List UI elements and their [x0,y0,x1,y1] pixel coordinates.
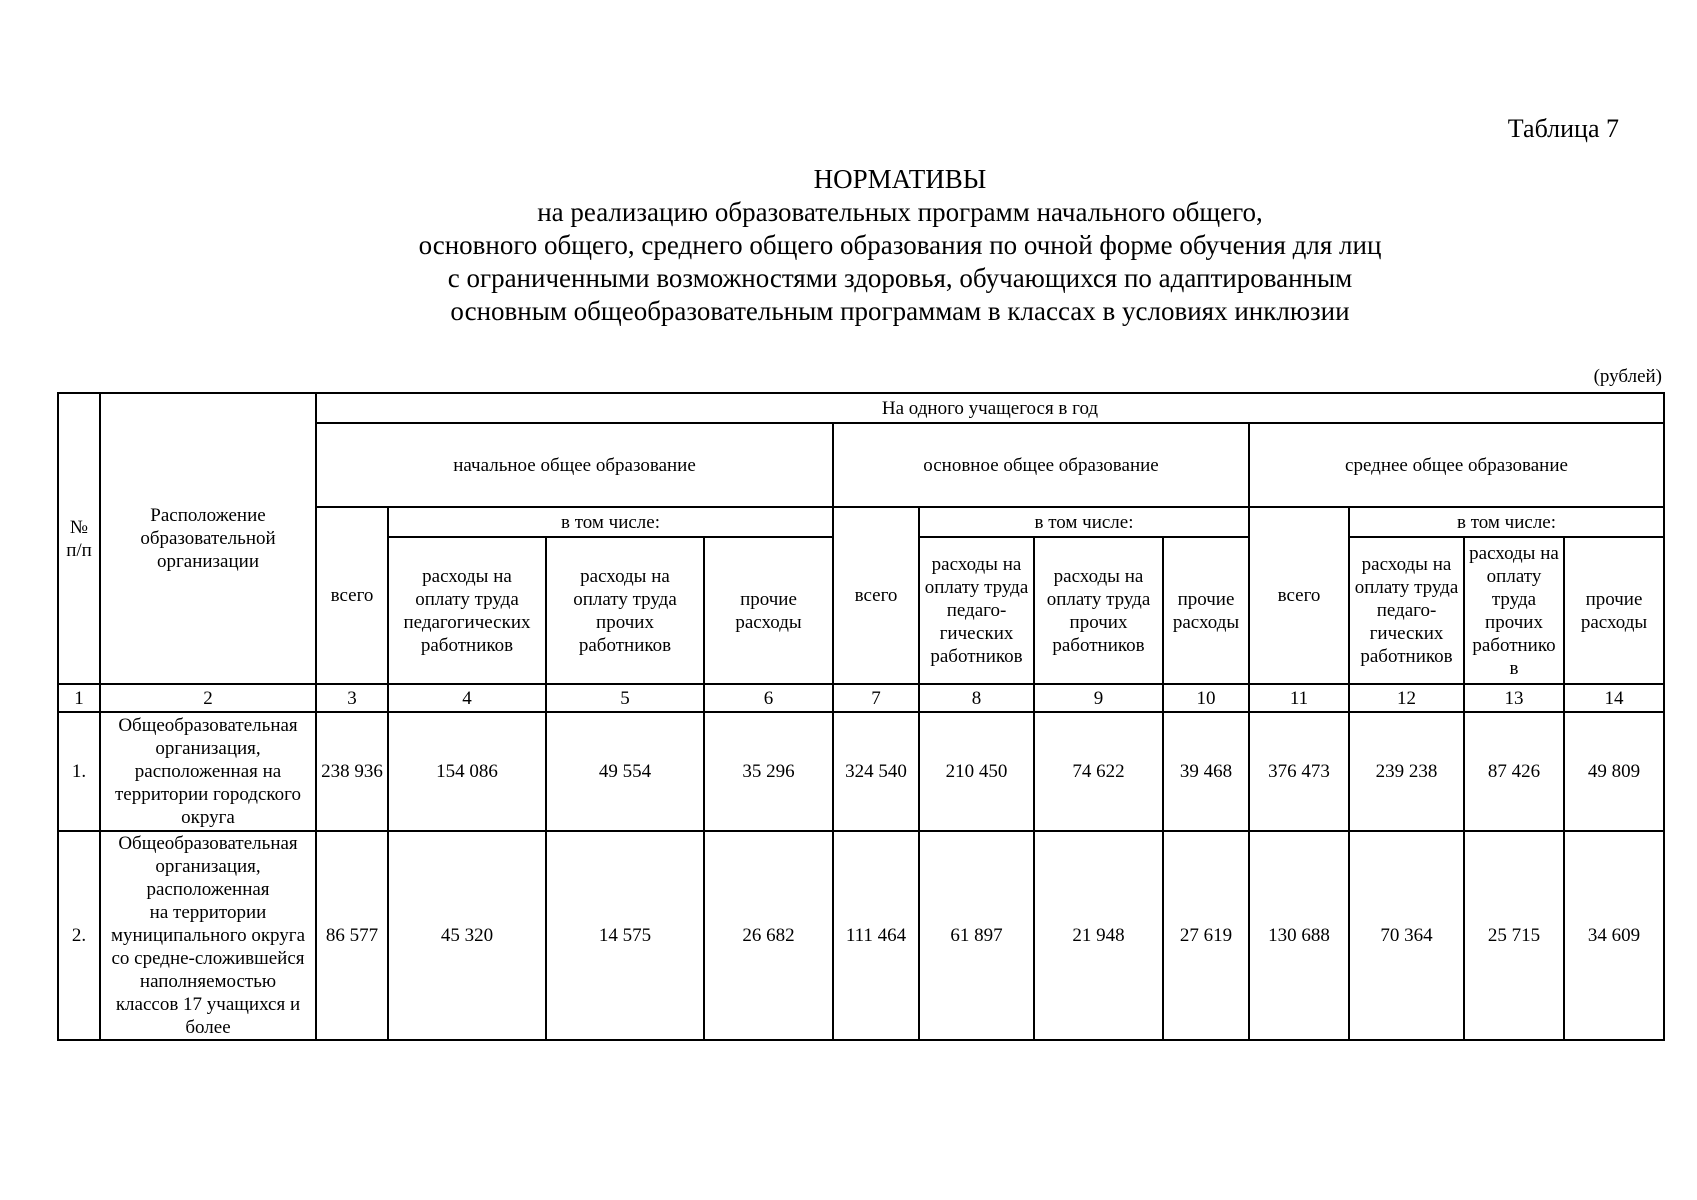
subtitle-line: с ограниченными возможностями здоровья, обучающихся по адаптированным [447,263,1353,293]
value-cell: 35 296 [704,712,833,831]
header-including-primary: в том числе: [388,507,833,537]
header-primary-education: начальное общее образование [316,423,833,507]
column-number: 13 [1464,684,1564,712]
value-cell: 27 619 [1163,831,1249,1040]
subtitle-line: основным общеобразовательным программам в классах в условиях инклюзии [450,296,1350,326]
value-cell: 45 320 [388,831,546,1040]
header-secondary-other-salary: расходы на оплату труда прочих работнико в [1464,537,1564,684]
table-row [58,712,1664,831]
header-per-student: На одного учащегося в год [316,393,1664,423]
value-cell: 39 468 [1163,712,1249,831]
column-number: 8 [919,684,1034,712]
row-number: 1. [58,712,100,831]
header-secondary-ped-salary: расходы на оплату труда педаго- гических работников [1349,537,1464,684]
column-number: 5 [546,684,704,712]
value-cell: 25 715 [1464,831,1564,1040]
column-number-row [58,684,1664,712]
column-number: 14 [1564,684,1664,712]
header-basic-education: основное общее образование [833,423,1249,507]
column-number: 2 [100,684,316,712]
column-number: 6 [704,684,833,712]
value-cell: 324 540 [833,712,919,831]
value-cell: 239 238 [1349,712,1464,831]
value-cell: 154 086 [388,712,546,831]
subtitle-line: на реализацию образовательных программ начального общего, [537,197,1263,227]
value-cell: 61 897 [919,831,1034,1040]
value-cell: 86 577 [316,831,388,1040]
column-number: 11 [1249,684,1349,712]
row-number: 2. [58,831,100,1040]
header-primary-ped-salary: расходы на оплату труда педагогических работников [388,537,546,684]
header-total-primary: всего [316,507,388,684]
value-cell: 87 426 [1464,712,1564,831]
header-total-secondary: всего [1249,507,1349,684]
norms-table [57,392,1665,1041]
column-number: 3 [316,684,388,712]
header-basic-other-salary: расходы на оплату труда прочих работников [1034,537,1163,684]
header-primary-misc: прочие расходы [704,537,833,684]
document-title: НОРМАТИВЫ [813,164,987,194]
header-including-secondary: в том числе: [1349,507,1664,537]
value-cell: 34 609 [1564,831,1664,1040]
header-basic-misc: прочие расходы [1163,537,1249,684]
header-total-basic: всего [833,507,919,684]
units-label: (рублей) [1593,366,1662,387]
value-cell: 376 473 [1249,712,1349,831]
value-cell: 49 554 [546,712,704,831]
value-cell: 21 948 [1034,831,1163,1040]
value-cell: 14 575 [546,831,704,1040]
document-title-block [0,162,1697,328]
value-cell: 70 364 [1349,831,1464,1040]
header-basic-ped-salary: расходы на оплату труда педаго- гических работников [919,537,1034,684]
location-cell: Общеобразовательная организация, расположенная на территории муниципального округа со средне-сложившейся наполняемостью классов 17 учащихся и более [100,831,316,1040]
value-cell: 210 450 [919,712,1034,831]
column-number: 7 [833,684,919,712]
value-cell: 238 936 [316,712,388,831]
column-number: 1 [58,684,100,712]
column-number: 12 [1349,684,1464,712]
column-number: 4 [388,684,546,712]
value-cell: 26 682 [704,831,833,1040]
value-cell: 49 809 [1564,712,1664,831]
location-cell: Общеобразовательная организация, расположенная на территории городского округа [100,712,316,831]
value-cell: 130 688 [1249,831,1349,1040]
header-row [58,393,1664,423]
header-primary-other-salary: расходы на оплату труда прочих работников [546,537,704,684]
table-number-label: Таблица 7 [1507,114,1619,143]
table-row [58,831,1664,1040]
header-including-basic: в том числе: [919,507,1249,537]
header-secondary-education: среднее общее образование [1249,423,1664,507]
header-row-number: № п/п [58,393,100,684]
value-cell: 74 622 [1034,712,1163,831]
value-cell: 111 464 [833,831,919,1040]
column-number: 10 [1163,684,1249,712]
subtitle-line: основного общего, среднего общего образования по очной форме обучения для лиц [418,230,1382,260]
header-location: Расположение образовательной организации [100,393,316,684]
column-number: 9 [1034,684,1163,712]
header-secondary-misc: прочие расходы [1564,537,1664,684]
